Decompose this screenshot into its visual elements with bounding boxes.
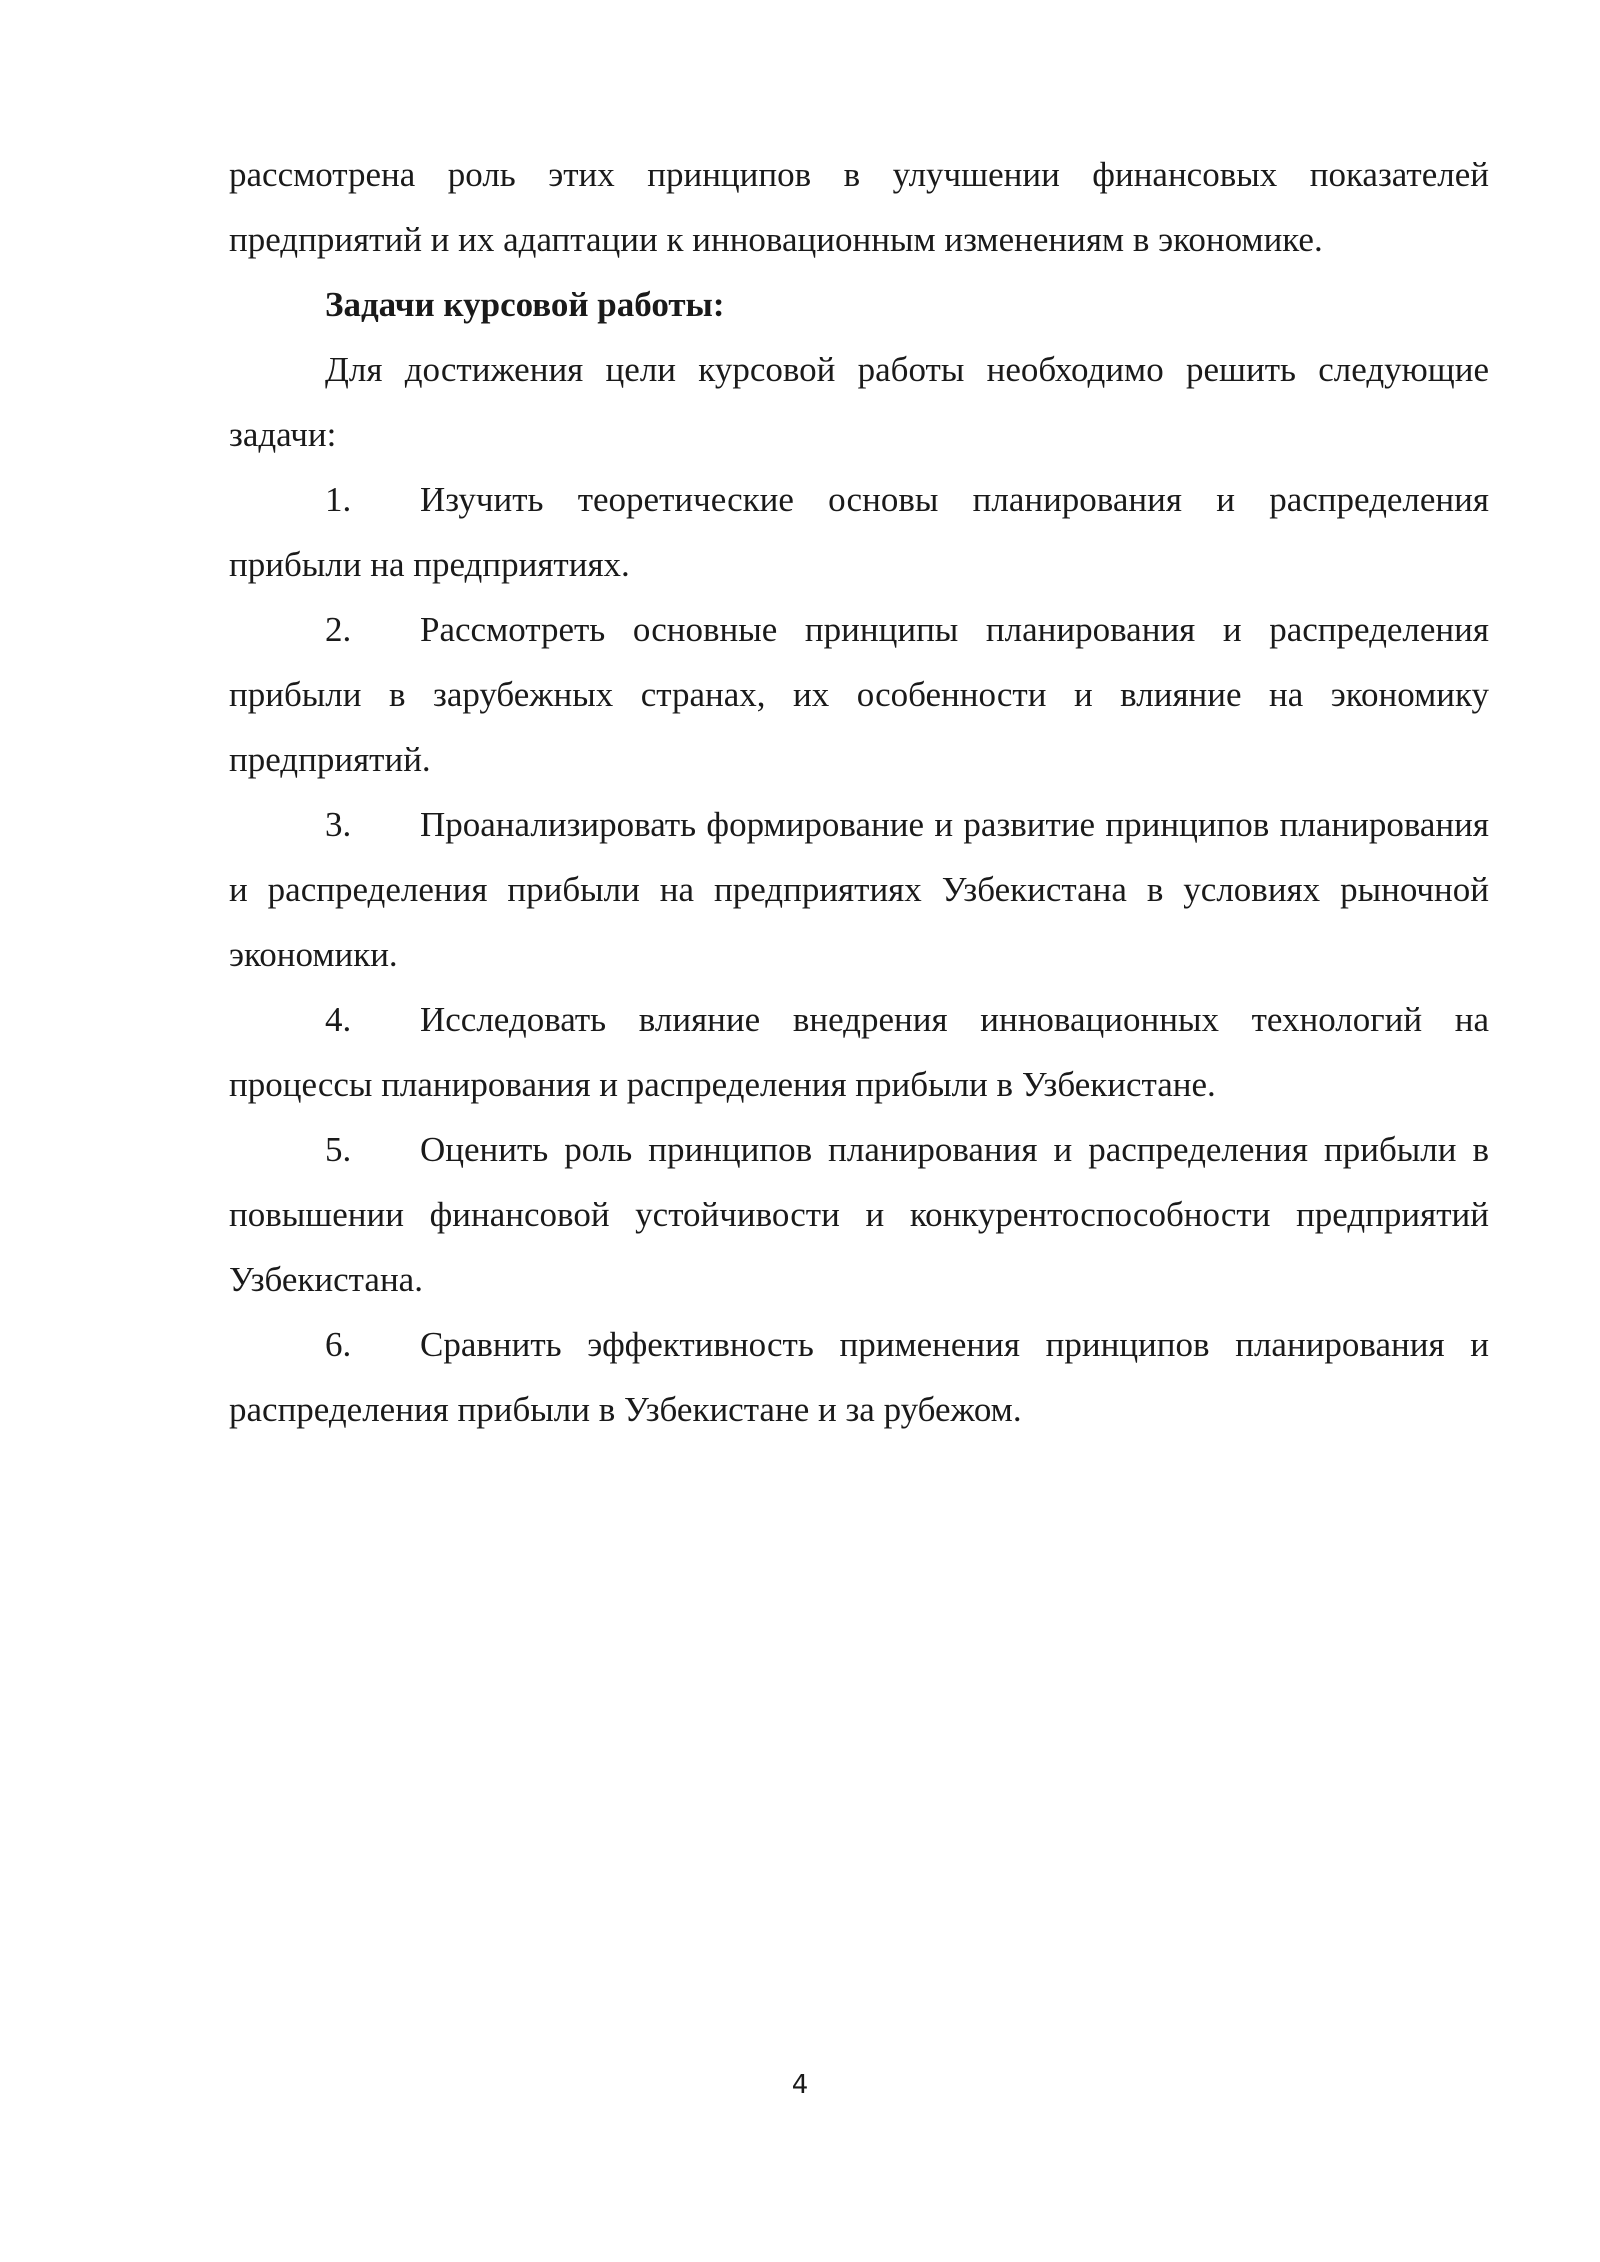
task-number: 1. [325, 480, 352, 519]
task-text: Сравнить эффективность применения принципов планирования и распределения прибыли в Узбекистане и за рубежом. [229, 1325, 1489, 1429]
task-item-3 [229, 792, 1489, 987]
continuation-paragraph: рассмотрена роль этих принципов в улучшении финансовых показателей предприятий и их адаптации к инновационным изменениям в экономике. [229, 155, 1489, 259]
task-item-2 [229, 597, 1489, 792]
task-number: 4. [325, 1000, 352, 1039]
page-body [229, 142, 1489, 1442]
task-item-1 [229, 467, 1489, 597]
task-item-6 [229, 1312, 1489, 1442]
task-number: 2. [325, 610, 352, 649]
task-text: Изучить теоретические основы планирования и распределения прибыли на предприятиях. [229, 480, 1489, 584]
task-number: 3. [325, 805, 352, 844]
task-item-4 [229, 987, 1489, 1117]
intro-paragraph: Для достижения цели курсовой работы необходимо решить следующие задачи: [229, 350, 1489, 454]
task-text: Оценить роль принципов планирования и распределения прибыли в повышении финансовой устойчивости и конкурентоспособности предприятий Узбекистана. [229, 1130, 1489, 1299]
task-item-5 [229, 1117, 1489, 1312]
task-number: 6. [325, 1325, 352, 1364]
task-text: Рассмотреть основные принципы планирования и распределения прибыли в зарубежных странах, их особенности и влияние на экономику предприятий. [229, 610, 1489, 779]
page-number: 4 [791, 2070, 809, 2100]
task-text: Исследовать влияние внедрения инновационных технологий на процессы планирования и распределения прибыли в Узбекистане. [229, 1000, 1489, 1104]
task-number: 5. [325, 1130, 352, 1169]
task-text: Проанализировать формирование и развитие принципов планирования и распределения прибыли на предприятиях Узбекистана в условиях рыночной экономики. [229, 805, 1489, 974]
section-heading: Задачи курсовой работы: [325, 285, 725, 324]
